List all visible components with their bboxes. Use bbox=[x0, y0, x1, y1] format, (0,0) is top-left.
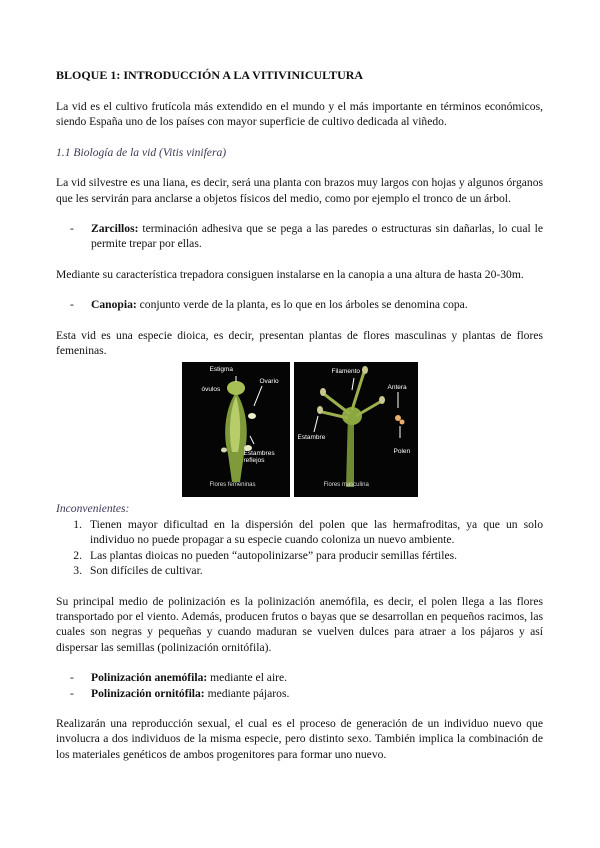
list-text: Tienen mayor dificultad en la dispersión del polen que las hermafroditas, ya que un solo individuo no puede propagar a su especie cuando coloniza un nuevo ambiente. bbox=[90, 517, 543, 547]
flower-figure bbox=[56, 362, 543, 497]
bullet-term: Polinización ornitófila: bbox=[91, 686, 205, 700]
list-number: 1. bbox=[73, 517, 82, 531]
label-antera: Antera bbox=[387, 384, 407, 392]
bullet-dash: - bbox=[70, 671, 74, 685]
list-number: 3. bbox=[73, 564, 82, 578]
label-ovario: Ovario bbox=[259, 378, 279, 386]
label-estambre: Estambre bbox=[297, 434, 326, 442]
label-estigma: Estigma bbox=[209, 366, 233, 374]
bullet-dash: - bbox=[70, 222, 74, 236]
bullet-canopia bbox=[56, 297, 543, 312]
list-text: Las plantas dioicas no pueden “autopolinizarse” para producir semillas fértiles. bbox=[90, 548, 458, 562]
caption-male: Flores masculina bbox=[323, 482, 369, 489]
inconvenientes-list bbox=[56, 517, 543, 579]
bullet-text bbox=[91, 686, 543, 701]
label-polen: Polen bbox=[393, 448, 411, 456]
bullet-term: Canopia: bbox=[91, 298, 137, 312]
label-estambres-reflejos: Estambres reflejos bbox=[243, 450, 275, 465]
bullet-dash: - bbox=[70, 298, 74, 312]
list-item bbox=[56, 548, 543, 563]
document-page bbox=[56, 68, 543, 762]
list-text: Son difíciles de cultivar. bbox=[90, 564, 203, 578]
polinizacion-paragraph: Su principal medio de polinización es la polinización anemófila, es decir, el polen llega a las flores transportado por el viento. Además, producen frutos o bayas que se desarrollan en pequeños racimos, las cuales son negras y pequeñas y cuando maduran se vuelven dulces para atraer a los pájaros y así dispersar las semillas (polinización ornitófila). bbox=[56, 594, 543, 654]
dioica-paragraph: Esta vid es una especie dioica, es decir, presentan plantas de flores masculinas y plantas de flores femeninas. bbox=[56, 328, 543, 358]
bullet-anemofila bbox=[56, 670, 543, 685]
female-flower-image bbox=[182, 362, 290, 497]
bullet-ornitofila bbox=[56, 686, 543, 701]
trepadora-paragraph: Mediante su característica trepadora consiguen instalarse en la canopia a una altura de hasta 20-30m. bbox=[56, 267, 524, 281]
label-ovulos: óvulos bbox=[201, 386, 221, 394]
list-number: 2. bbox=[73, 548, 82, 562]
reproduccion-paragraph: Realizarán una reproducción sexual, el cual es el proceso de generación de un individuo nuevo que involucra a dos individuos de la misma especie, pero distinto sexo. También implica la combinación de los materiales genéticos de ambos progenitores para formar uno nuevo. bbox=[56, 716, 543, 761]
label-filamento: Filamento bbox=[331, 368, 361, 376]
male-flower-image bbox=[294, 362, 418, 497]
bullet-term: Zarcillos: bbox=[91, 222, 139, 236]
section-title: 1.1 Biología de la vid (Vitis vinifera) bbox=[56, 145, 227, 159]
bullet-text bbox=[91, 670, 543, 685]
list-item bbox=[56, 563, 543, 578]
caption-female: Flores femeninas bbox=[209, 482, 256, 489]
liana-paragraph: La vid silvestre es una liana, es decir, será una planta con brazos muy largos con hojas y algunos órganos que les servirán para anclarse a objetos físicos del medio, como por ejemplo el tronco de un árbol. bbox=[56, 176, 543, 205]
bullet-text bbox=[91, 297, 543, 312]
inconvenientes-label: Inconvenientes: bbox=[56, 502, 130, 516]
bullet-dash: - bbox=[70, 686, 74, 700]
bullet-description: terminación adhesiva que se pega a las paredes o estructuras sin dañarlas, lo cual le permite trepar por ellas. bbox=[91, 222, 543, 251]
intro-paragraph: La vid es el cultivo frutícola más extendido en el mundo y el más importante en términos económicos, siendo España uno de los países con mayor superficie de cultivo dedicada al viñedo. bbox=[56, 100, 543, 129]
bullet-term: Polinización anemófila: bbox=[91, 671, 208, 685]
page-title: BLOQUE 1: INTRODUCCIÓN A LA VITIVINICULTURA bbox=[56, 68, 364, 82]
bullet-description: mediante pájaros. bbox=[207, 686, 290, 700]
bullet-description: conjunto verde de la planta, es lo que en los árboles se denomina copa. bbox=[139, 298, 468, 312]
bullet-zarcillos bbox=[56, 221, 543, 252]
bullet-description: mediante el aire. bbox=[210, 671, 288, 685]
list-item bbox=[56, 517, 543, 548]
bullet-text bbox=[91, 221, 543, 252]
